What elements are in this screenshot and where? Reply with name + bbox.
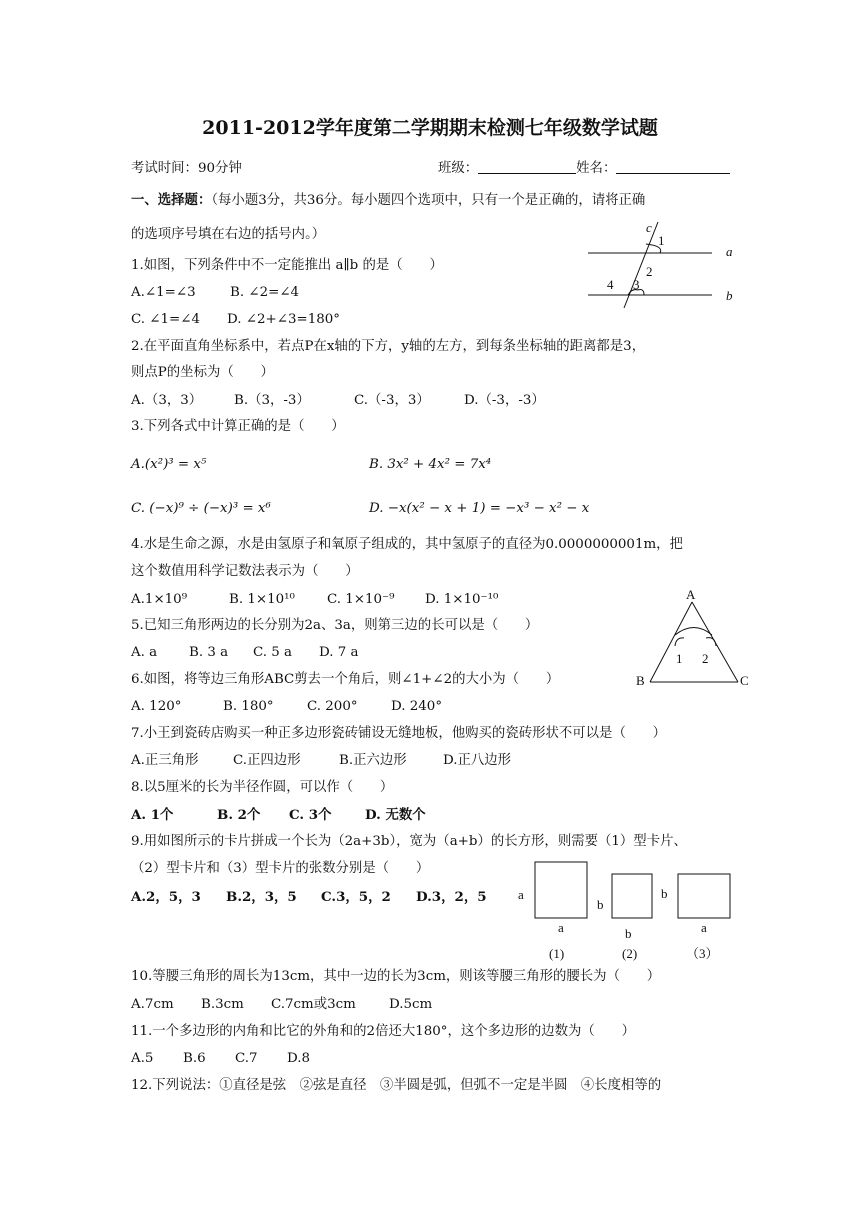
q11-option-a[interactable]: A.5: [131, 1051, 154, 1066]
q11-option-d[interactable]: D.8: [287, 1051, 311, 1066]
label-c: c: [646, 220, 652, 235]
card-1-bottom: a: [558, 920, 564, 935]
q2-option-b[interactable]: B.（3，-3）: [234, 393, 310, 408]
q2-option-a[interactable]: A.（3，3）: [131, 393, 203, 408]
name-label: 姓名：: [576, 161, 617, 176]
q4-option-c[interactable]: C. 1×10⁻⁹: [327, 592, 395, 607]
q1-option-a[interactable]: A.∠1=∠3: [131, 285, 196, 300]
q11-option-c[interactable]: C.7: [235, 1051, 258, 1066]
q8-option-a[interactable]: A. 1个: [131, 807, 174, 823]
q4-option-b[interactable]: B. 1×10¹⁰: [229, 592, 295, 607]
q6-option-c[interactable]: C. 200°: [307, 699, 358, 714]
section1-heading: 一、选择题：: [131, 192, 212, 208]
card-2-bottom: b: [625, 926, 632, 941]
card-3-bottom: a: [701, 920, 707, 935]
q3-options-row2: [131, 500, 589, 518]
q1-option-b[interactable]: B. ∠2=∠4: [230, 285, 300, 300]
q6-stem: 6.如图，将等边三角形ABC剪去一个角后，则∠1+∠2的大小为（ ）: [131, 672, 560, 687]
q3-option-a[interactable]: A.(x²)³ = x⁵: [131, 457, 207, 472]
q6-option-b[interactable]: B. 180°: [223, 699, 274, 714]
card-1-caption: (1): [549, 946, 565, 961]
q12-stem: 12.下列说法：①直径是弦 ②弦是直径 ③半圆是弧，但弧不一定是半圆 ④长度相等的: [131, 1078, 662, 1093]
q2-option-c[interactable]: C.（-3，3）: [354, 393, 430, 408]
q11-stem: 11.一个多边形的内角和比它的外角和的2倍还大180°，这个多边形的边数为（ ）: [131, 1024, 635, 1039]
q10-option-d[interactable]: D.5cm: [389, 997, 433, 1012]
q2-stem2: 则点P的坐标为（ ）: [131, 365, 274, 380]
q4-options: [131, 591, 498, 609]
q9-stem2: （2）型卡片和（3）型卡片的张数分别是（ ）: [131, 861, 430, 876]
angle-1-label: 1: [676, 651, 683, 666]
q3-option-c[interactable]: C. (−x)⁹ ÷ (−x)³ = x⁶: [131, 501, 271, 516]
section1-desc1: （每小题3分，共36分。每小题四个选项中，只有一个是正确的，请将正确: [211, 193, 646, 208]
q2-stem1: 2.在平面直角坐标系中，若点P在x轴的下方，y轴的左方，到每条坐标轴的距离都是3，: [131, 339, 646, 354]
card-1-side: a: [518, 887, 524, 902]
q10-option-b[interactable]: B.3cm: [201, 997, 244, 1012]
q7-option-b[interactable]: B.正六边形: [339, 753, 407, 768]
exam-time: 考试时间：90分钟: [131, 161, 242, 176]
q8-option-d[interactable]: D. 无数个: [365, 807, 426, 823]
q4-stem2: 这个数值用科学记数法表示为（ ）: [131, 564, 359, 579]
vertex-a: A: [686, 587, 696, 602]
q1-option-d[interactable]: D. ∠2+∠3=180°: [227, 312, 340, 327]
q7-option-a[interactable]: A.正三角形: [131, 753, 199, 768]
label-1: 1: [658, 233, 665, 248]
q11-option-b[interactable]: B.6: [183, 1051, 206, 1066]
q7-option-d[interactable]: D.正八边形: [443, 753, 512, 768]
q10-option-c[interactable]: C.7cm或3cm: [271, 997, 356, 1012]
q7-stem: 7.小王到瓷砖店购买一种正多边形瓷砖铺设无缝地板，他购买的瓷砖形状不可以是（ ）: [131, 726, 667, 741]
label-a: a: [726, 244, 733, 259]
q3-options-row1: [131, 456, 491, 474]
q2-option-d[interactable]: D.（-3，-3）: [464, 393, 545, 408]
q10-stem: 10.等腰三角形的周长为13cm，其中一边的长为3cm，则该等腰三角形的腰长为（ ）: [131, 969, 661, 984]
label-2: 2: [646, 264, 653, 279]
q8-options: [131, 806, 426, 824]
q6-option-a[interactable]: A. 120°: [131, 699, 182, 714]
card-3-side: b: [661, 886, 668, 901]
card-3: [678, 874, 730, 918]
label-3: 3: [633, 277, 640, 292]
q1-option-c[interactable]: C. ∠1=∠4: [131, 312, 200, 327]
q5-option-c[interactable]: C. 5 a: [253, 645, 293, 660]
section1-line1: [131, 191, 645, 210]
q3-stem: 3.下列各式中计算正确的是（ ）: [131, 419, 345, 434]
q5-option-a[interactable]: A. a: [131, 645, 158, 660]
q1-options-row2: [131, 311, 340, 329]
figure-parallel-lines: [580, 220, 750, 310]
angle-2-label: 2: [702, 651, 709, 666]
q9-option-c[interactable]: C.3，5，2: [321, 889, 391, 905]
section1-desc2: 的选项序号填在右边的括号内。）: [131, 227, 326, 242]
q4-option-a[interactable]: A.1×10⁹: [131, 592, 188, 607]
class-label: 班级：: [438, 161, 479, 176]
angle-2-arc: [706, 638, 716, 646]
q8-option-c[interactable]: C. 3个: [289, 807, 332, 823]
q3-option-d[interactable]: D. −x(x² − x + 1) = −x³ − x² − x: [369, 501, 590, 516]
figure-triangle: [630, 587, 760, 690]
q9-option-b[interactable]: B.2，3，5: [226, 889, 297, 905]
q6-options: [131, 698, 442, 716]
cut-line: [675, 628, 712, 636]
q5-stem: 5.已知三角形两边的长分别为2a、3a，则第三边的长可以是（ ）: [131, 618, 539, 633]
q6-option-d[interactable]: D. 240°: [391, 699, 443, 714]
label-b: b: [726, 288, 733, 303]
q10-option-a[interactable]: A.7cm: [131, 997, 174, 1012]
q5-option-d[interactable]: D. 7 a: [319, 645, 359, 660]
card-2: [612, 874, 652, 918]
q11-options: [131, 1050, 310, 1068]
q4-option-d[interactable]: D. 1×10⁻¹⁰: [425, 592, 499, 607]
q9-option-d[interactable]: D.3，2，5: [416, 889, 487, 905]
q7-options: [131, 752, 511, 770]
q7-option-c[interactable]: C.正四边形: [233, 753, 301, 768]
label-4: 4: [607, 277, 614, 292]
q8-option-b[interactable]: B. 2个: [217, 807, 261, 823]
vertex-c: C: [740, 673, 749, 688]
q9-option-a[interactable]: A.2，5，3: [131, 889, 201, 905]
q1-stem: 1.如图，下列条件中不一定能推出 a∥b 的是（ ）: [131, 258, 443, 273]
name-blank[interactable]: [616, 160, 730, 174]
q5-option-b[interactable]: B. 3 a: [189, 645, 229, 660]
q9-options: [131, 888, 487, 906]
class-blank[interactable]: [478, 160, 576, 174]
q4-stem1: 4.水是生命之源，水是由氢原子和氧原子组成的，其中氢原子的直径为0.0000000001m，把: [131, 537, 683, 552]
q10-options: [131, 996, 432, 1014]
angle-1-arc: [675, 638, 684, 646]
q9-stem1: 9.用如图所示的卡片拼成一个长为（2a+3b），宽为（a+b）的长方形，则需要（1）型卡片、: [131, 834, 687, 849]
card-1: [535, 862, 587, 918]
q8-stem: 8.以5厘米的长为半径作圆，可以作（ ）: [131, 780, 394, 795]
q3-option-b[interactable]: B. 3x² + 4x² = 7x⁴: [369, 457, 492, 472]
side-ab: [650, 602, 692, 682]
card-2-side: b: [597, 897, 604, 912]
q1-options-row1: [131, 284, 299, 302]
page-title: 2011-2012学年度第二学期期末检测七年级数学试题: [202, 117, 658, 139]
q5-options: [131, 644, 359, 662]
q2-options: [131, 392, 545, 410]
figure-cards: [512, 858, 742, 968]
vertex-b: B: [636, 673, 645, 688]
card-3-caption: （3）: [686, 946, 719, 961]
class-field: [438, 160, 730, 178]
card-2-caption: (2): [622, 946, 638, 961]
